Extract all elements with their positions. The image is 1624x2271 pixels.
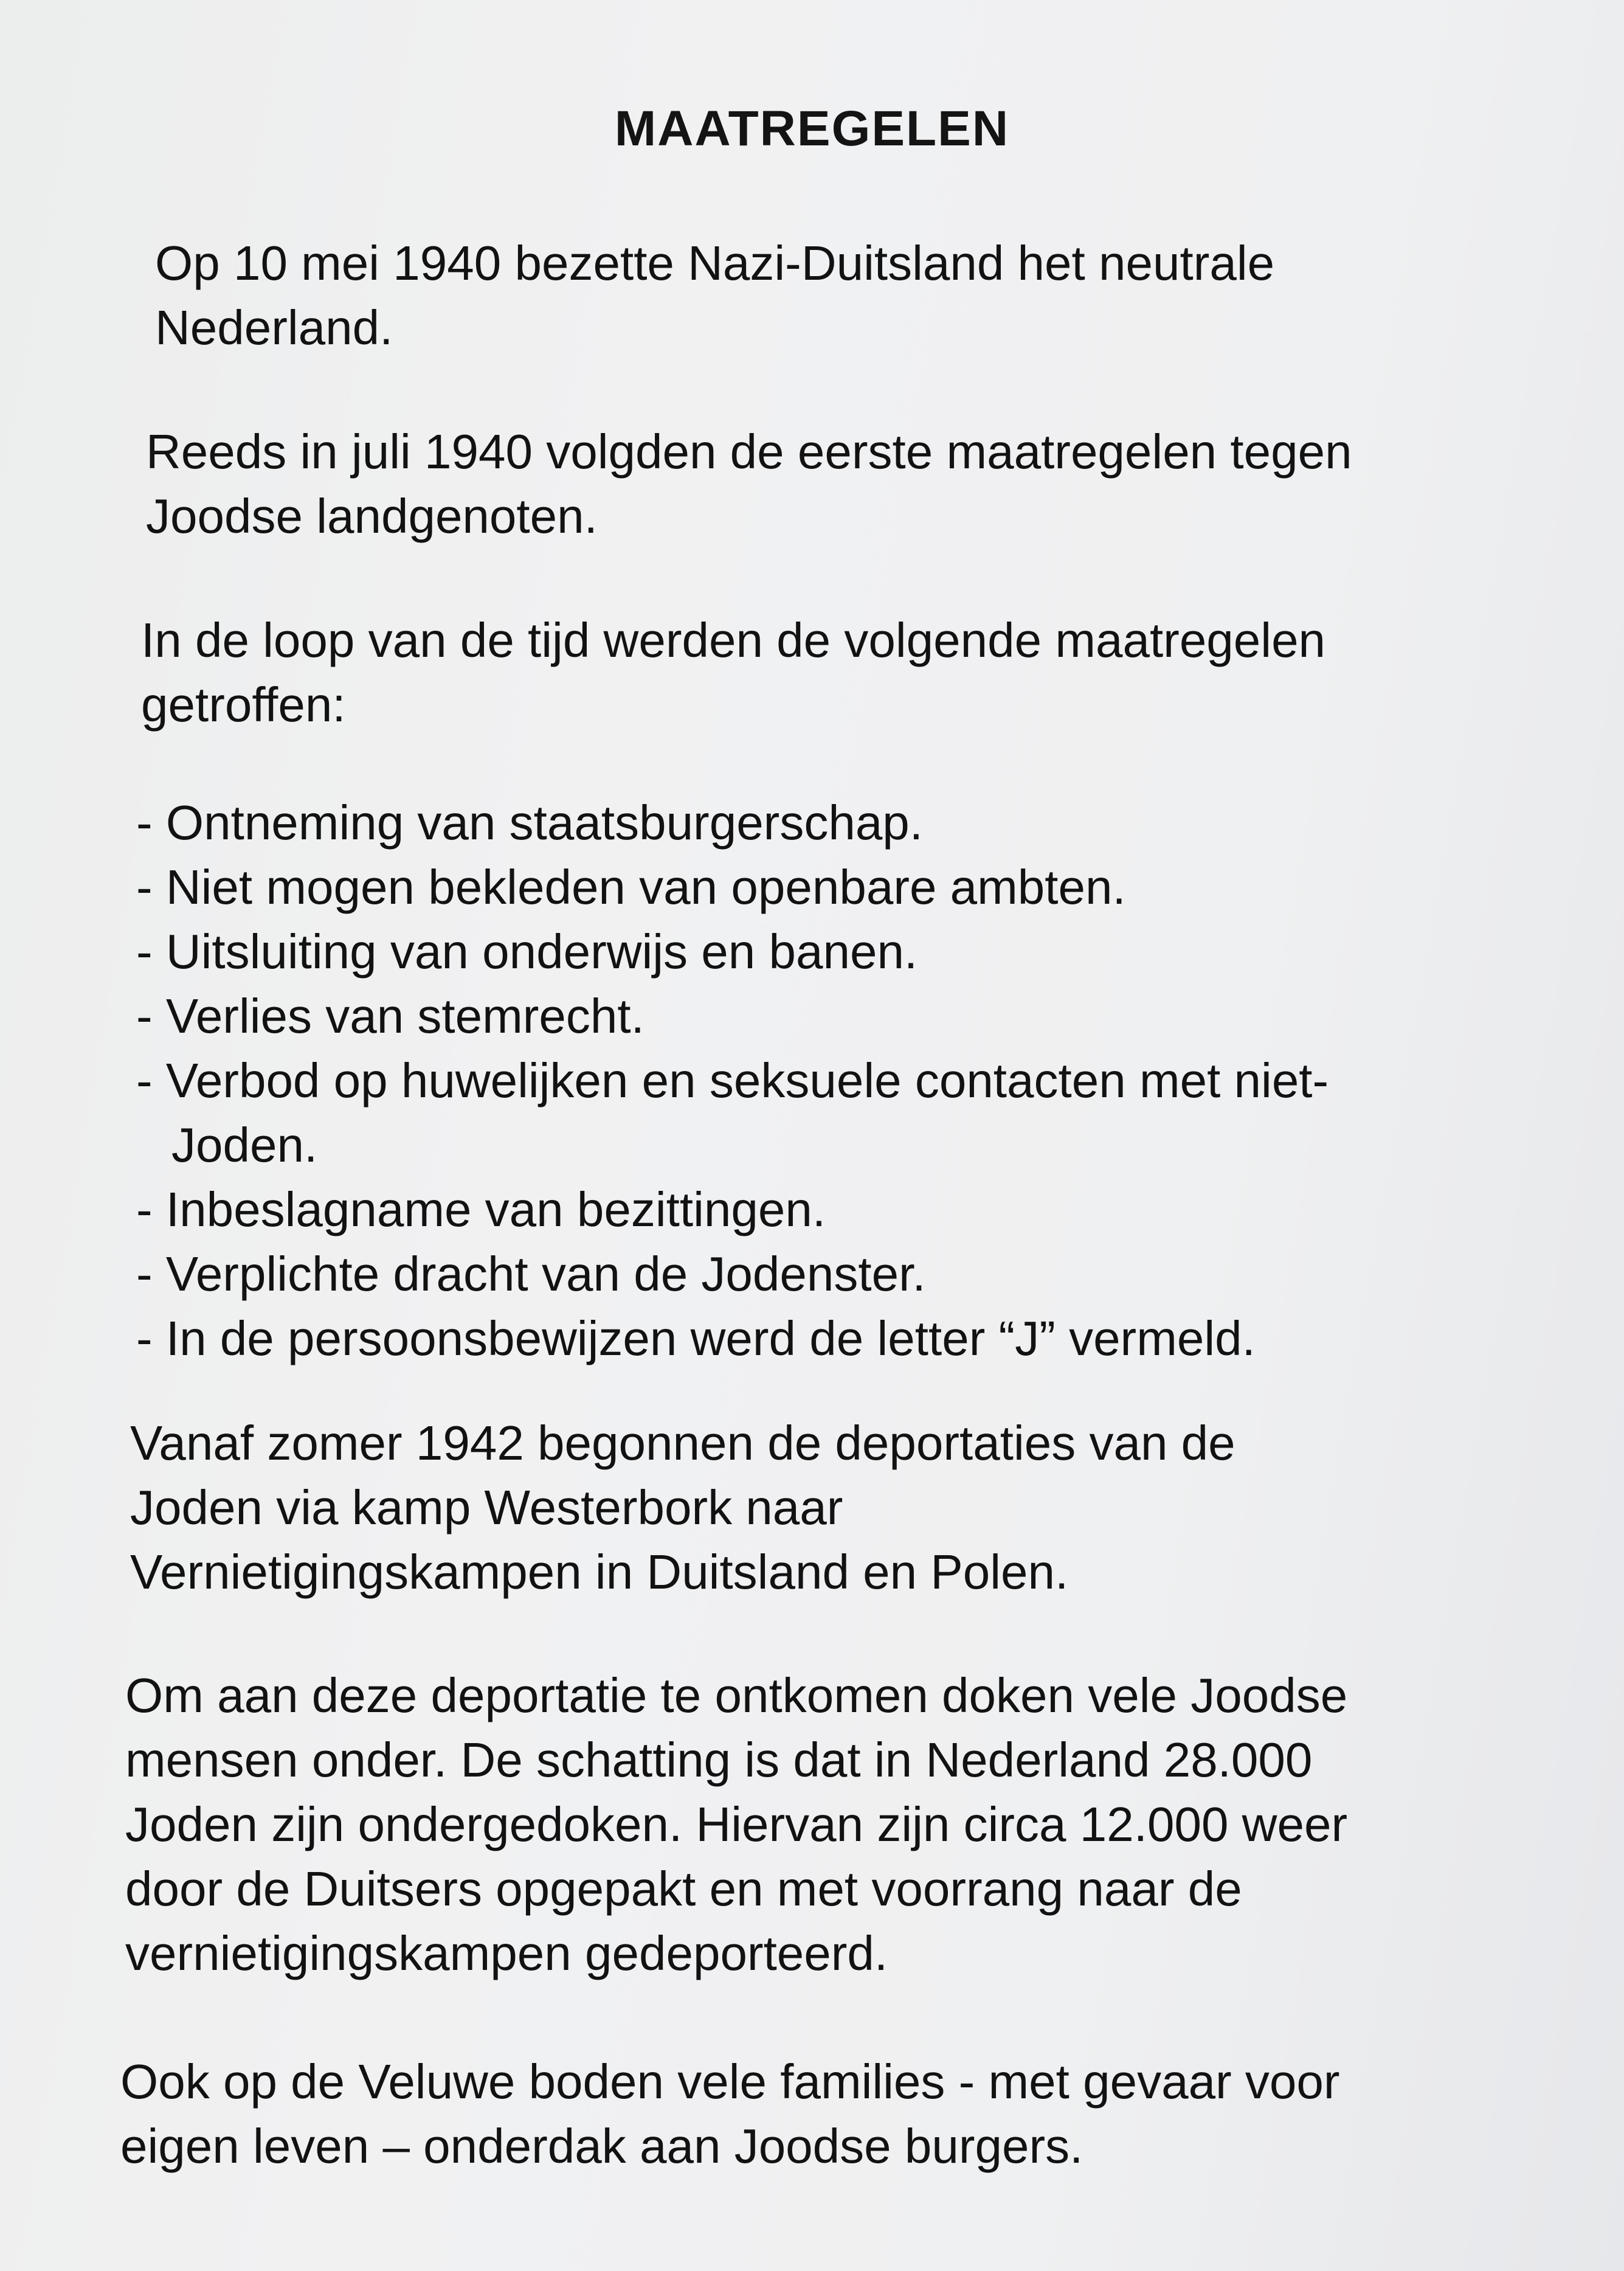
paragraph-following-measures: [141, 608, 1325, 737]
list-item: - Verlies van stemrecht.: [136, 989, 644, 1043]
text-line: Joden via kamp Westerbork naar: [130, 1480, 843, 1534]
document-title: MAATREGELEN: [614, 101, 1010, 156]
list-item: - Ontneming van staatsburgerschap.: [136, 796, 924, 850]
text-line: door de Duitsers opgepakt en met voorrang naar de: [125, 1862, 1242, 1916]
list-item: - In de persoonsbewijzen werd de letter “J” vermeld.: [136, 1311, 1256, 1365]
text-line: Vernietigingskampen in Duitsland en Polen.: [130, 1545, 1069, 1599]
list-item: - Uitsluiting van onderwijs en banen.: [136, 924, 918, 979]
intro-paragraph: [155, 231, 1274, 360]
text-line: Ook op de Veluwe boden vele families - met gevaar voor: [120, 2054, 1340, 2109]
text-line: Nederland.: [155, 300, 393, 355]
text-line: vernietigingskampen gedeporteerd.: [125, 1926, 888, 1980]
list-item: - Inbeslagname van bezittingen.: [136, 1182, 826, 1236]
list-item: - Verbod op huwelijken en seksuele contacten met niet-: [136, 1053, 1329, 1108]
text-line: Joden zijn ondergedoken. Hiervan zijn circa 12.000 weer: [125, 1797, 1348, 1851]
list-item-continuation: Joden.: [171, 1118, 318, 1172]
text-line: Op 10 mei 1940 bezette Nazi-Duitsland het neutrale: [155, 236, 1275, 290]
text-line: eigen leven – onderdak aan Joodse burgers.: [120, 2119, 1083, 2173]
text-line: getroffen:: [141, 678, 346, 732]
paragraph-first-measures: [146, 420, 1352, 549]
text-line: Reeds in juli 1940 volgden de eerste maatregelen tegen: [146, 425, 1352, 479]
text-line: Vanaf zomer 1942 begonnen de deportaties van de: [130, 1416, 1235, 1470]
text-line: Om aan deze deportatie te ontkomen doken vele Joodse: [125, 1668, 1348, 1722]
measures-list: [136, 791, 1329, 1371]
text-line: Joodse landgenoten.: [146, 489, 598, 543]
text-line: mensen onder. De schatting is dat in Nederland 28.000: [125, 1733, 1313, 1787]
paragraph-hiding: [125, 1663, 1347, 1986]
paragraph-veluwe: [120, 2050, 1340, 2179]
paragraph-deportations: [130, 1411, 1235, 1604]
list-item: - Verplichte dracht van de Jodenster.: [136, 1247, 926, 1301]
list-item: - Niet mogen bekleden van openbare ambten.: [136, 860, 1126, 914]
text-line: In de loop van de tijd werden de volgende maatregelen: [141, 613, 1326, 667]
